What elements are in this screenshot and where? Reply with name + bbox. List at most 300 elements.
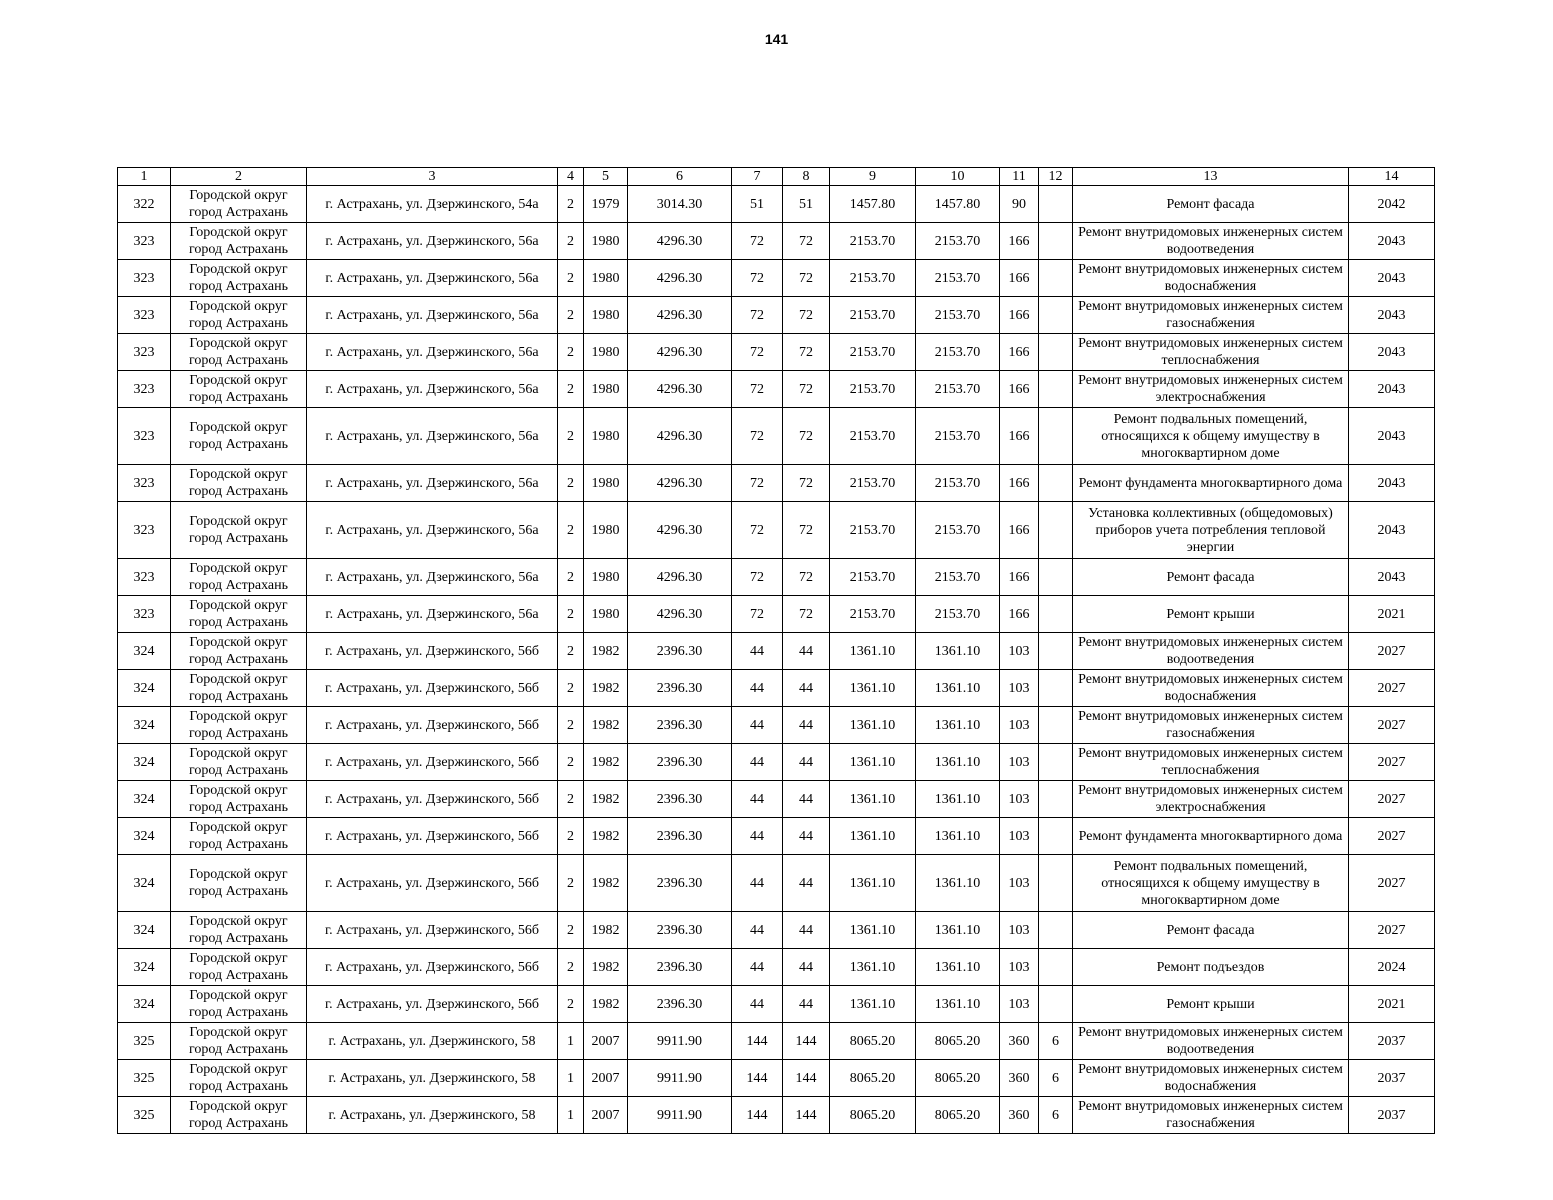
cell-municipality: Городской округ город Астрахань (171, 744, 307, 781)
cell-address: г. Астрахань, ул. Дзержинского, 56а (307, 223, 558, 260)
cell-year-built: 1982 (584, 818, 628, 855)
cell-address: г. Астрахань, ул. Дзержинского, 56а (307, 260, 558, 297)
cell-year-built: 1980 (584, 408, 628, 465)
cell-residential-area-owned: 2153.70 (916, 596, 1000, 633)
cell-total-area: 4296.30 (628, 465, 732, 502)
cell-work-type: Ремонт внутридомовых инженерных систем газоснабжения (1073, 707, 1349, 744)
cell-year-built: 1980 (584, 371, 628, 408)
cell-residents: 103 (1000, 855, 1039, 912)
cell-non-residential (1039, 260, 1073, 297)
cell-total-area: 2396.30 (628, 949, 732, 986)
table-row (118, 371, 1435, 408)
cell-total-area: 4296.30 (628, 408, 732, 465)
cell-year-built: 2007 (584, 1097, 628, 1134)
cell-material-type: 2 (558, 670, 584, 707)
cell-material-type: 2 (558, 502, 584, 559)
table-body (118, 186, 1435, 1134)
cell-year-built: 1982 (584, 781, 628, 818)
cell-work-type: Ремонт крыши (1073, 986, 1349, 1023)
cell-total-area: 2396.30 (628, 855, 732, 912)
cell-work-type: Ремонт внутридомовых инженерных систем газоснабжения (1073, 1097, 1349, 1134)
cell-total-area: 2396.30 (628, 986, 732, 1023)
cell-work-type: Ремонт внутридомовых инженерных систем водоснабжения (1073, 670, 1349, 707)
cell-row-number: 324 (118, 855, 171, 912)
cell-total-area: 4296.30 (628, 596, 732, 633)
cell-planned-year: 2037 (1349, 1097, 1435, 1134)
table-row (118, 260, 1435, 297)
column-header-14: 14 (1349, 168, 1435, 186)
cell-non-residential: 6 (1039, 1097, 1073, 1134)
cell-year-built: 1980 (584, 334, 628, 371)
cell-work-type: Ремонт фасада (1073, 912, 1349, 949)
cell-address: г. Астрахань, ул. Дзержинского, 58 (307, 1023, 558, 1060)
column-header-3: 3 (307, 168, 558, 186)
column-header-2: 2 (171, 168, 307, 186)
cell-residential-area: 1361.10 (830, 855, 916, 912)
cell-non-residential (1039, 408, 1073, 465)
cell-apartments-total: 44 (732, 781, 783, 818)
cell-municipality: Городской округ город Астрахань (171, 1023, 307, 1060)
cell-residential-area-owned: 1361.10 (916, 744, 1000, 781)
cell-material-type: 2 (558, 408, 584, 465)
cell-apartments-total: 72 (732, 334, 783, 371)
cell-address: г. Астрахань, ул. Дзержинского, 56а (307, 502, 558, 559)
table-row (118, 502, 1435, 559)
cell-non-residential (1039, 559, 1073, 596)
table-row (118, 223, 1435, 260)
table-row (118, 670, 1435, 707)
cell-year-built: 1980 (584, 223, 628, 260)
cell-apartments-total: 72 (732, 559, 783, 596)
cell-residential-area-owned: 8065.20 (916, 1023, 1000, 1060)
cell-residential-area-owned: 2153.70 (916, 559, 1000, 596)
table-row (118, 408, 1435, 465)
table-row (118, 559, 1435, 596)
cell-residents: 360 (1000, 1023, 1039, 1060)
cell-planned-year: 2027 (1349, 781, 1435, 818)
page-number: 141 (764, 31, 789, 47)
cell-address: г. Астрахань, ул. Дзержинского, 56а (307, 334, 558, 371)
cell-planned-year: 2043 (1349, 559, 1435, 596)
cell-material-type: 2 (558, 744, 584, 781)
cell-residential-area-owned: 1361.10 (916, 781, 1000, 818)
cell-planned-year: 2027 (1349, 855, 1435, 912)
cell-material-type: 2 (558, 596, 584, 633)
cell-residential-area: 1361.10 (830, 949, 916, 986)
cell-residential-area-owned: 1361.10 (916, 818, 1000, 855)
cell-row-number: 323 (118, 559, 171, 596)
cell-row-number: 323 (118, 502, 171, 559)
cell-residents: 103 (1000, 986, 1039, 1023)
cell-apartments-total: 72 (732, 502, 783, 559)
cell-apartments-residential: 144 (783, 1060, 830, 1097)
cell-residential-area-owned: 2153.70 (916, 371, 1000, 408)
table-row (118, 1097, 1435, 1134)
cell-address: г. Астрахань, ул. Дзержинского, 56б (307, 744, 558, 781)
cell-residential-area: 2153.70 (830, 334, 916, 371)
cell-municipality: Городской округ город Астрахань (171, 670, 307, 707)
cell-row-number: 324 (118, 781, 171, 818)
cell-planned-year: 2021 (1349, 986, 1435, 1023)
cell-apartments-residential: 72 (783, 371, 830, 408)
cell-municipality: Городской округ город Астрахань (171, 297, 307, 334)
cell-address: г. Астрахань, ул. Дзержинского, 56а (307, 297, 558, 334)
cell-apartments-residential: 44 (783, 818, 830, 855)
cell-address: г. Астрахань, ул. Дзержинского, 58 (307, 1060, 558, 1097)
table-row (118, 465, 1435, 502)
cell-residential-area-owned: 2153.70 (916, 334, 1000, 371)
column-header-12: 12 (1039, 168, 1073, 186)
cell-apartments-total: 51 (732, 186, 783, 223)
cell-address: г. Астрахань, ул. Дзержинского, 56б (307, 781, 558, 818)
cell-address: г. Астрахань, ул. Дзержинского, 56а (307, 559, 558, 596)
cell-row-number: 323 (118, 465, 171, 502)
cell-planned-year: 2027 (1349, 744, 1435, 781)
cell-row-number: 323 (118, 371, 171, 408)
cell-planned-year: 2043 (1349, 371, 1435, 408)
cell-work-type: Ремонт подвальных помещений, относящихся к общему имуществу в многоквартирном доме (1073, 408, 1349, 465)
cell-year-built: 2007 (584, 1060, 628, 1097)
cell-apartments-residential: 44 (783, 744, 830, 781)
cell-work-type: Ремонт подъездов (1073, 949, 1349, 986)
cell-residential-area: 2153.70 (830, 408, 916, 465)
cell-planned-year: 2043 (1349, 465, 1435, 502)
cell-work-type: Ремонт внутридомовых инженерных систем газоснабжения (1073, 297, 1349, 334)
table-row (118, 596, 1435, 633)
cell-total-area: 4296.30 (628, 223, 732, 260)
cell-municipality: Городской округ город Астрахань (171, 223, 307, 260)
cell-residents: 166 (1000, 334, 1039, 371)
table-row (118, 1023, 1435, 1060)
cell-material-type: 2 (558, 781, 584, 818)
cell-residents: 103 (1000, 633, 1039, 670)
cell-material-type: 2 (558, 818, 584, 855)
cell-apartments-total: 44 (732, 949, 783, 986)
cell-apartments-residential: 44 (783, 670, 830, 707)
cell-residents: 166 (1000, 223, 1039, 260)
cell-municipality: Городской округ город Астрахань (171, 260, 307, 297)
cell-municipality: Городской округ город Астрахань (171, 559, 307, 596)
cell-municipality: Городской округ город Астрахань (171, 781, 307, 818)
table-row (118, 912, 1435, 949)
cell-municipality: Городской округ город Астрахань (171, 502, 307, 559)
table-row (118, 334, 1435, 371)
cell-municipality: Городской округ город Астрахань (171, 334, 307, 371)
cell-non-residential (1039, 986, 1073, 1023)
cell-apartments-residential: 72 (783, 334, 830, 371)
cell-work-type: Ремонт фундамента многоквартирного дома (1073, 465, 1349, 502)
cell-work-type: Ремонт внутридомовых инженерных систем электроснабжения (1073, 371, 1349, 408)
cell-material-type: 2 (558, 371, 584, 408)
cell-apartments-residential: 72 (783, 223, 830, 260)
cell-material-type: 1 (558, 1097, 584, 1134)
cell-apartments-residential: 44 (783, 707, 830, 744)
cell-work-type: Ремонт внутридомовых инженерных систем теплоснабжения (1073, 744, 1349, 781)
column-header-4: 4 (558, 168, 584, 186)
cell-residential-area-owned: 1361.10 (916, 949, 1000, 986)
cell-year-built: 1979 (584, 186, 628, 223)
cell-address: г. Астрахань, ул. Дзержинского, 54а (307, 186, 558, 223)
cell-residents: 166 (1000, 559, 1039, 596)
cell-residential-area: 1361.10 (830, 912, 916, 949)
repair-schedule-table (117, 167, 1435, 1134)
cell-address: г. Астрахань, ул. Дзержинского, 56б (307, 949, 558, 986)
cell-apartments-total: 72 (732, 465, 783, 502)
cell-material-type: 2 (558, 260, 584, 297)
cell-apartments-total: 44 (732, 707, 783, 744)
cell-material-type: 2 (558, 334, 584, 371)
cell-year-built: 1982 (584, 855, 628, 912)
cell-work-type: Ремонт внутридомовых инженерных систем водоотведения (1073, 633, 1349, 670)
cell-residents: 103 (1000, 707, 1039, 744)
cell-planned-year: 2043 (1349, 223, 1435, 260)
table-row (118, 818, 1435, 855)
cell-residential-area-owned: 2153.70 (916, 223, 1000, 260)
cell-address: г. Астрахань, ул. Дзержинского, 56а (307, 408, 558, 465)
cell-material-type: 2 (558, 949, 584, 986)
cell-material-type: 2 (558, 297, 584, 334)
table-row (118, 1060, 1435, 1097)
cell-apartments-total: 72 (732, 371, 783, 408)
cell-residential-area-owned: 2153.70 (916, 260, 1000, 297)
cell-residents: 103 (1000, 949, 1039, 986)
cell-residential-area-owned: 2153.70 (916, 297, 1000, 334)
cell-residential-area: 8065.20 (830, 1097, 916, 1134)
header-row (118, 168, 1435, 186)
cell-planned-year: 2021 (1349, 596, 1435, 633)
cell-municipality: Городской округ город Астрахань (171, 408, 307, 465)
cell-work-type: Ремонт внутридомовых инженерных систем водоотведения (1073, 1023, 1349, 1060)
cell-non-residential (1039, 744, 1073, 781)
cell-year-built: 1982 (584, 744, 628, 781)
cell-apartments-residential: 44 (783, 855, 830, 912)
cell-residential-area: 8065.20 (830, 1023, 916, 1060)
cell-address: г. Астрахань, ул. Дзержинского, 58 (307, 1097, 558, 1134)
cell-residential-area: 1361.10 (830, 670, 916, 707)
cell-material-type: 1 (558, 1060, 584, 1097)
cell-apartments-total: 72 (732, 297, 783, 334)
cell-residential-area-owned: 1361.10 (916, 707, 1000, 744)
cell-non-residential (1039, 465, 1073, 502)
cell-material-type: 1 (558, 1023, 584, 1060)
column-header-13: 13 (1073, 168, 1349, 186)
cell-residential-area-owned: 1361.10 (916, 855, 1000, 912)
cell-residents: 360 (1000, 1097, 1039, 1134)
cell-residential-area-owned: 2153.70 (916, 408, 1000, 465)
cell-material-type: 2 (558, 186, 584, 223)
cell-residents: 103 (1000, 818, 1039, 855)
cell-apartments-total: 44 (732, 818, 783, 855)
cell-residential-area: 1361.10 (830, 818, 916, 855)
table-row (118, 744, 1435, 781)
cell-apartments-residential: 72 (783, 559, 830, 596)
cell-total-area: 2396.30 (628, 818, 732, 855)
cell-non-residential (1039, 596, 1073, 633)
cell-residents: 103 (1000, 744, 1039, 781)
cell-residential-area: 1361.10 (830, 707, 916, 744)
cell-material-type: 2 (558, 223, 584, 260)
cell-row-number: 322 (118, 186, 171, 223)
cell-material-type: 2 (558, 633, 584, 670)
table-row (118, 986, 1435, 1023)
cell-apartments-residential: 44 (783, 986, 830, 1023)
cell-apartments-residential: 72 (783, 465, 830, 502)
cell-work-type: Ремонт внутридомовых инженерных систем водоснабжения (1073, 1060, 1349, 1097)
cell-municipality: Городской округ город Астрахань (171, 186, 307, 223)
cell-planned-year: 2043 (1349, 334, 1435, 371)
cell-total-area: 4296.30 (628, 297, 732, 334)
cell-apartments-residential: 72 (783, 596, 830, 633)
cell-address: г. Астрахань, ул. Дзержинского, 56б (307, 670, 558, 707)
cell-residential-area-owned: 8065.20 (916, 1060, 1000, 1097)
cell-residential-area: 1361.10 (830, 633, 916, 670)
column-header-10: 10 (916, 168, 1000, 186)
cell-year-built: 1982 (584, 670, 628, 707)
cell-address: г. Астрахань, ул. Дзержинского, 56б (307, 818, 558, 855)
cell-apartments-residential: 44 (783, 781, 830, 818)
cell-material-type: 2 (558, 912, 584, 949)
cell-address: г. Астрахань, ул. Дзержинского, 56а (307, 596, 558, 633)
cell-row-number: 323 (118, 223, 171, 260)
cell-planned-year: 2027 (1349, 670, 1435, 707)
cell-planned-year: 2037 (1349, 1060, 1435, 1097)
cell-residents: 90 (1000, 186, 1039, 223)
cell-residential-area: 2153.70 (830, 223, 916, 260)
cell-apartments-residential: 72 (783, 408, 830, 465)
column-header-11: 11 (1000, 168, 1039, 186)
cell-residents: 360 (1000, 1060, 1039, 1097)
table-row (118, 297, 1435, 334)
cell-year-built: 1980 (584, 596, 628, 633)
cell-non-residential (1039, 707, 1073, 744)
cell-residents: 103 (1000, 781, 1039, 818)
cell-address: г. Астрахань, ул. Дзержинского, 56б (307, 912, 558, 949)
cell-non-residential (1039, 949, 1073, 986)
cell-apartments-total: 72 (732, 260, 783, 297)
cell-work-type: Ремонт внутридомовых инженерных систем теплоснабжения (1073, 334, 1349, 371)
cell-non-residential (1039, 670, 1073, 707)
cell-total-area: 2396.30 (628, 670, 732, 707)
cell-apartments-total: 72 (732, 596, 783, 633)
cell-residents: 166 (1000, 408, 1039, 465)
cell-residential-area: 1361.10 (830, 744, 916, 781)
cell-residents: 166 (1000, 502, 1039, 559)
cell-total-area: 2396.30 (628, 912, 732, 949)
cell-total-area: 9911.90 (628, 1060, 732, 1097)
cell-address: г. Астрахань, ул. Дзержинского, 56б (307, 986, 558, 1023)
cell-row-number: 324 (118, 633, 171, 670)
cell-residential-area-owned: 1361.10 (916, 912, 1000, 949)
cell-work-type: Ремонт фундамента многоквартирного дома (1073, 818, 1349, 855)
cell-residential-area-owned: 1457.80 (916, 186, 1000, 223)
cell-apartments-total: 44 (732, 670, 783, 707)
cell-residential-area-owned: 2153.70 (916, 465, 1000, 502)
cell-row-number: 325 (118, 1023, 171, 1060)
cell-apartments-residential: 44 (783, 949, 830, 986)
cell-residential-area: 2153.70 (830, 559, 916, 596)
cell-address: г. Астрахань, ул. Дзержинского, 56б (307, 707, 558, 744)
cell-material-type: 2 (558, 986, 584, 1023)
cell-address: г. Астрахань, ул. Дзержинского, 56а (307, 465, 558, 502)
cell-total-area: 4296.30 (628, 502, 732, 559)
cell-year-built: 1982 (584, 707, 628, 744)
cell-residents: 166 (1000, 371, 1039, 408)
cell-residential-area: 1457.80 (830, 186, 916, 223)
cell-work-type: Ремонт внутридомовых инженерных систем электроснабжения (1073, 781, 1349, 818)
cell-work-type: Ремонт фасада (1073, 559, 1349, 596)
column-header-7: 7 (732, 168, 783, 186)
cell-apartments-residential: 72 (783, 260, 830, 297)
cell-total-area: 2396.30 (628, 744, 732, 781)
cell-municipality: Городской округ город Астрахань (171, 1060, 307, 1097)
cell-work-type: Установка коллективных (общедомовых) приборов учета потребления тепловой энергии (1073, 502, 1349, 559)
cell-non-residential (1039, 912, 1073, 949)
table-row (118, 781, 1435, 818)
cell-residential-area-owned: 1361.10 (916, 670, 1000, 707)
cell-residents: 103 (1000, 912, 1039, 949)
cell-non-residential (1039, 334, 1073, 371)
cell-work-type: Ремонт фасада (1073, 186, 1349, 223)
cell-municipality: Городской округ город Астрахань (171, 1097, 307, 1134)
cell-municipality: Городской округ город Астрахань (171, 949, 307, 986)
cell-apartments-total: 44 (732, 744, 783, 781)
cell-apartments-total: 44 (732, 633, 783, 670)
cell-material-type: 2 (558, 559, 584, 596)
column-header-1: 1 (118, 168, 171, 186)
cell-row-number: 324 (118, 707, 171, 744)
cell-non-residential (1039, 633, 1073, 670)
cell-row-number: 324 (118, 986, 171, 1023)
cell-total-area: 4296.30 (628, 260, 732, 297)
cell-residents: 166 (1000, 260, 1039, 297)
cell-apartments-residential: 44 (783, 633, 830, 670)
cell-residential-area-owned: 1361.10 (916, 633, 1000, 670)
cell-address: г. Астрахань, ул. Дзержинского, 56б (307, 855, 558, 912)
cell-municipality: Городской округ город Астрахань (171, 986, 307, 1023)
cell-planned-year: 2043 (1349, 260, 1435, 297)
cell-residents: 166 (1000, 596, 1039, 633)
cell-non-residential (1039, 371, 1073, 408)
cell-apartments-total: 144 (732, 1097, 783, 1134)
cell-apartments-residential: 144 (783, 1023, 830, 1060)
cell-total-area: 9911.90 (628, 1097, 732, 1134)
cell-apartments-total: 144 (732, 1060, 783, 1097)
cell-residential-area-owned: 2153.70 (916, 502, 1000, 559)
cell-non-residential (1039, 223, 1073, 260)
cell-residential-area: 2153.70 (830, 596, 916, 633)
cell-residential-area-owned: 1361.10 (916, 986, 1000, 1023)
table-row (118, 633, 1435, 670)
table-row (118, 855, 1435, 912)
cell-year-built: 1982 (584, 633, 628, 670)
cell-year-built: 1982 (584, 986, 628, 1023)
cell-work-type: Ремонт внутридомовых инженерных систем водоотведения (1073, 223, 1349, 260)
cell-apartments-total: 44 (732, 855, 783, 912)
cell-apartments-total: 144 (732, 1023, 783, 1060)
table-row (118, 949, 1435, 986)
cell-year-built: 2007 (584, 1023, 628, 1060)
cell-municipality: Городской округ город Астрахань (171, 707, 307, 744)
cell-residential-area: 2153.70 (830, 260, 916, 297)
cell-total-area: 4296.30 (628, 371, 732, 408)
cell-row-number: 323 (118, 334, 171, 371)
cell-planned-year: 2043 (1349, 408, 1435, 465)
cell-address: г. Астрахань, ул. Дзержинского, 56а (307, 371, 558, 408)
cell-residents: 166 (1000, 297, 1039, 334)
cell-municipality: Городской округ город Астрахань (171, 596, 307, 633)
cell-non-residential: 6 (1039, 1060, 1073, 1097)
cell-year-built: 1982 (584, 912, 628, 949)
